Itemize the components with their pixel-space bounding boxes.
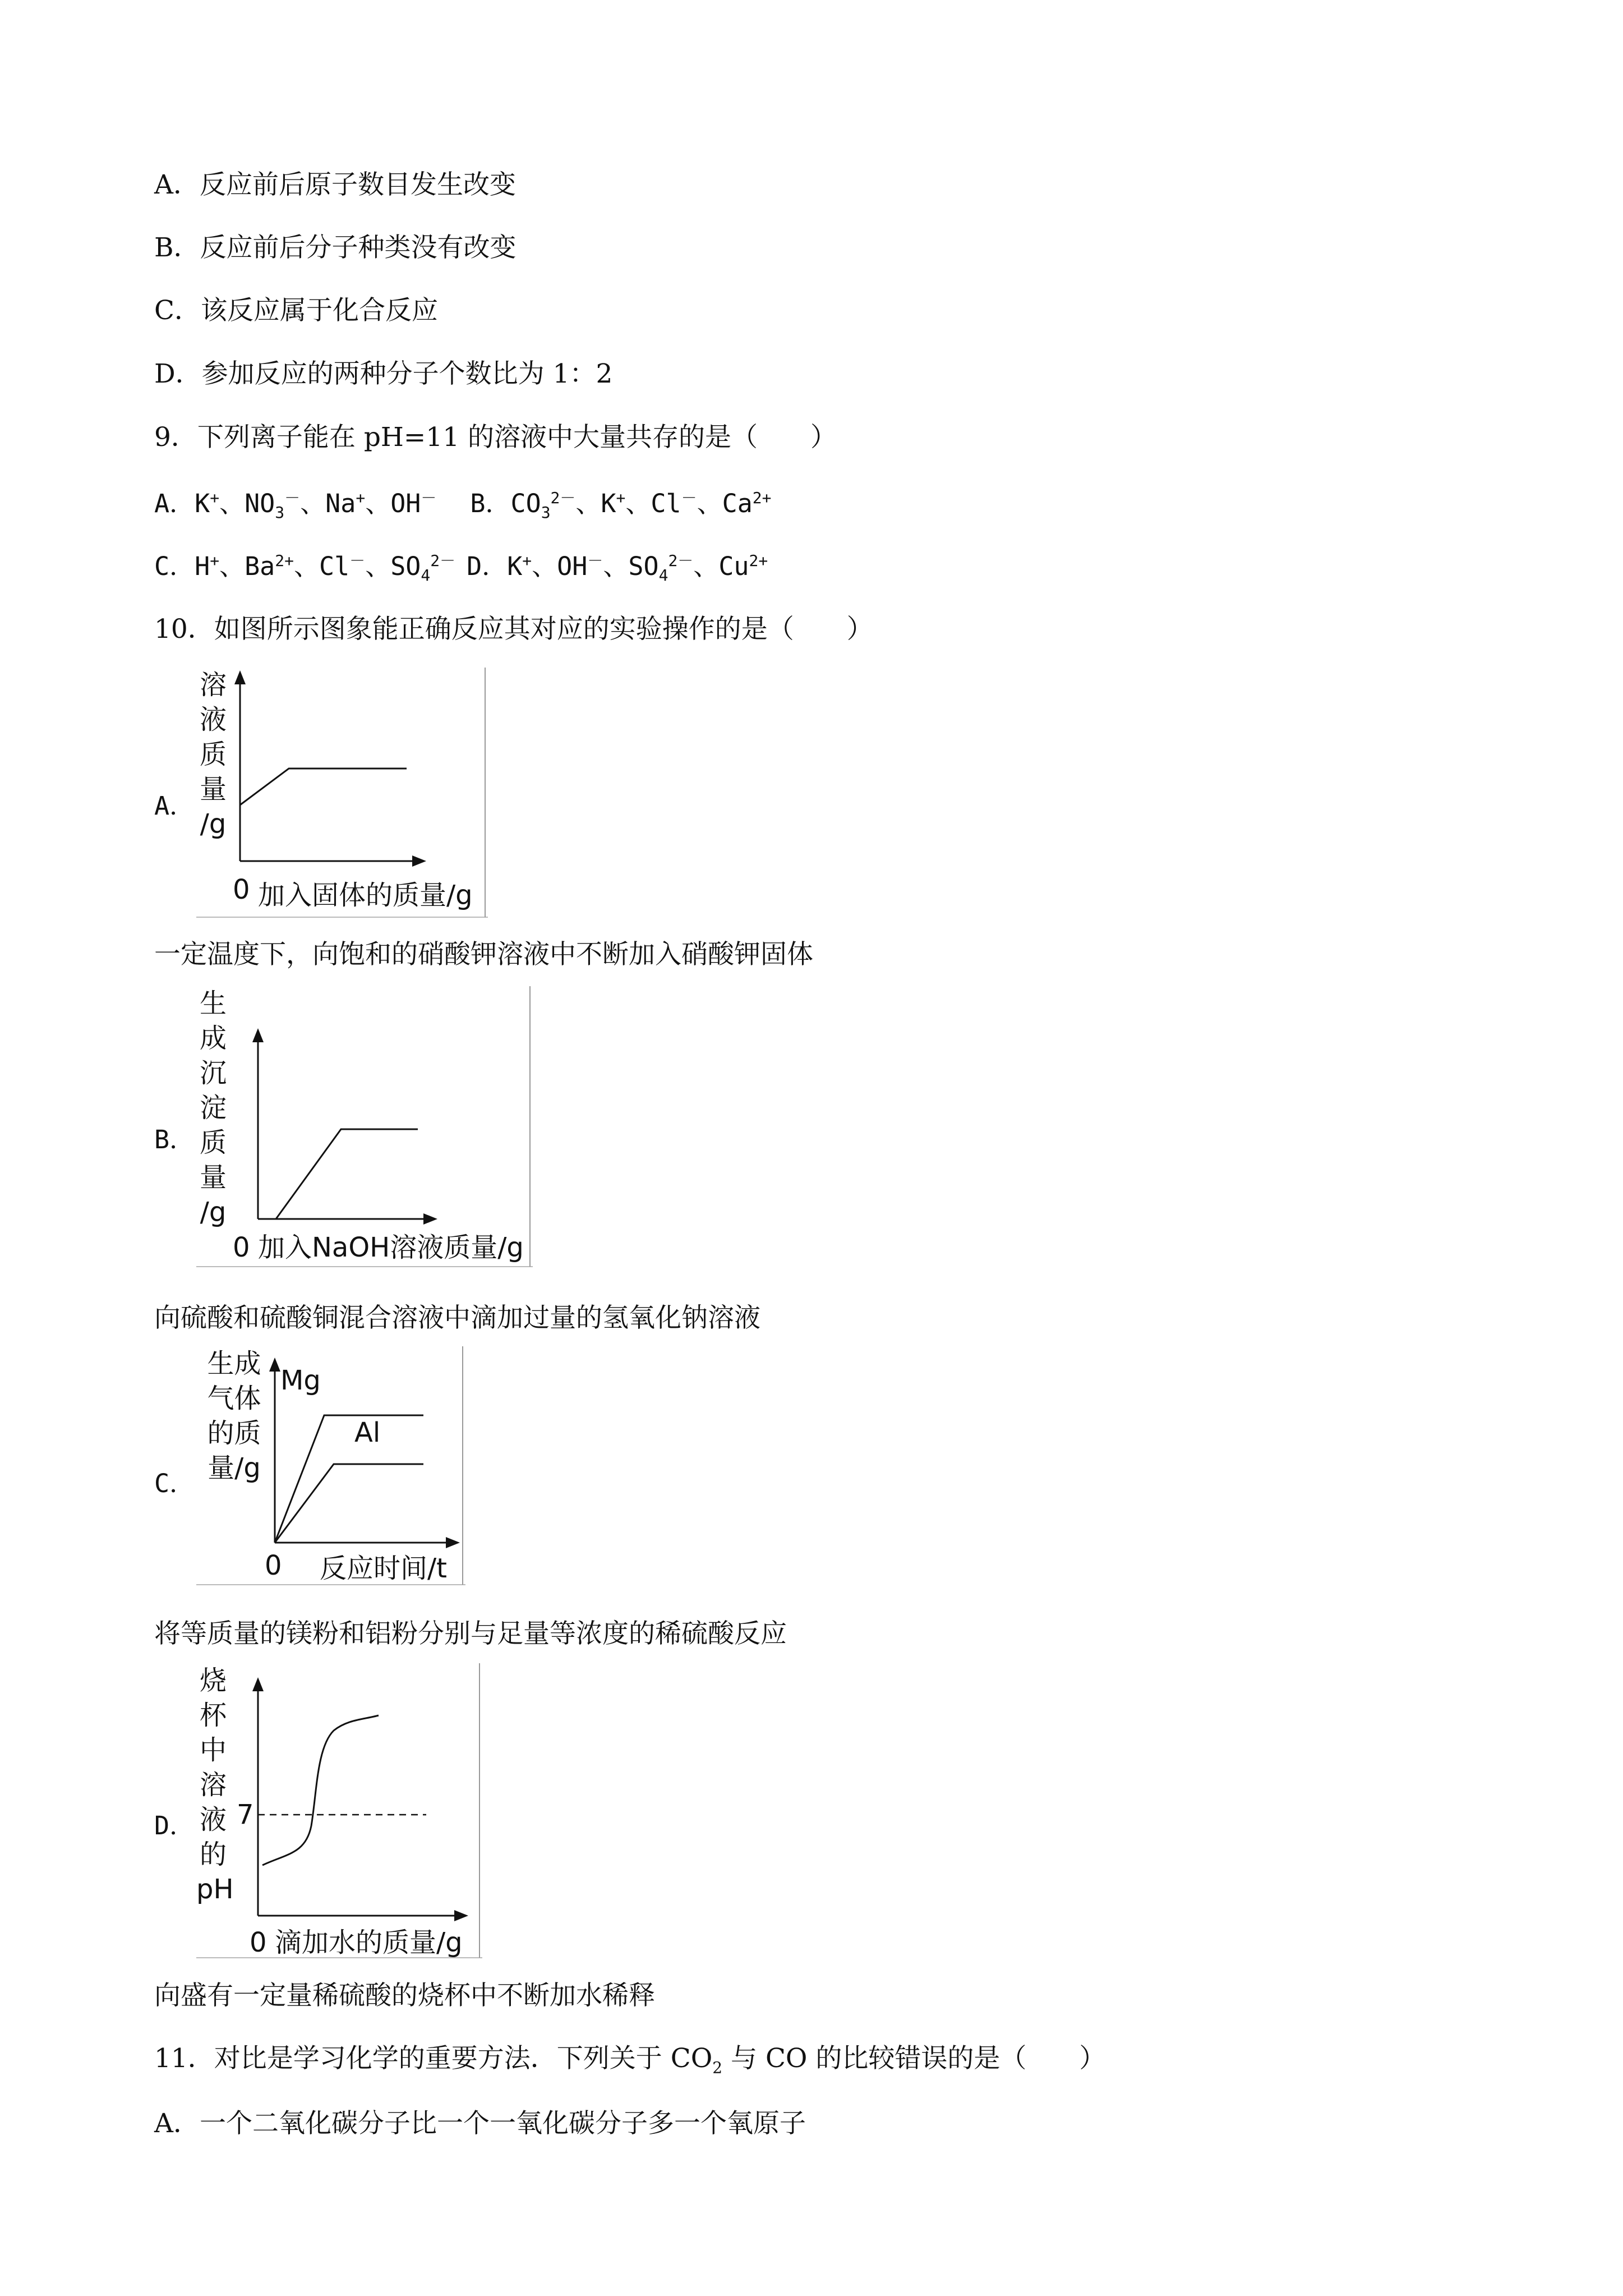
q10-option-a-letter: A． <box>154 791 195 821</box>
q10-stem: 10．如图所示图象能正确反应其对应的实验操作的是（ ） <box>154 614 873 645</box>
ion-formula: K+ <box>601 489 626 518</box>
y-axis-label: 生成气体的质量/g <box>207 1348 261 1484</box>
ion-formula: $CO_3^{2-}$ <box>510 489 576 522</box>
q10-graph-d <box>196 1663 482 1961</box>
q10-option-b-caption: 向硫酸和硫酸铜混合溶液中滴加过量的氢氧化钠溶液 <box>154 1303 760 1333</box>
ion-formula: OH－ <box>390 489 437 518</box>
q9-options-row-2 <box>154 550 768 583</box>
origin-label: 0 <box>233 874 250 905</box>
ion-formula: K+ <box>507 551 532 581</box>
ion-formula: Cl－ <box>319 551 366 581</box>
q9-options-row-1 <box>154 487 772 521</box>
origin-label: 0 <box>265 1550 282 1581</box>
curve-mg <box>275 1415 423 1543</box>
ion-formula: $SO_4^{2-}$ <box>628 551 694 585</box>
q10-graph-b <box>196 986 533 1269</box>
ion-formula: $NO_3^-$ <box>245 489 301 522</box>
q11-option-a: A．一个二氧化碳分子比一个一氧化碳分子多一个氧原子 <box>154 2108 806 2139</box>
q11-stem: 11．对比是学习化学的重要方法．下列关于 $CO_2$ 与 CO 的比较错误的是（ ） <box>154 2043 1106 2077</box>
x-axis-label: 加入NaOH溶液质量/g <box>258 1232 524 1263</box>
q8-option-a: A．反应前后原子数目发生改变 <box>154 169 516 200</box>
q9-option-c: C．H+、$Ba^{2+}$、Cl－、$SO_4^{2-}$ <box>154 551 456 585</box>
curve-ph <box>262 1715 379 1865</box>
origin-label: 0 <box>250 1927 267 1958</box>
x-axis-label: 加入固体的质量/g <box>258 880 473 911</box>
y-axis-label: 溶 液 质 量 /g <box>199 669 227 840</box>
option-letter: C． <box>154 551 195 581</box>
curve-solution-mass <box>240 769 407 805</box>
ion-formula: Cl－ <box>651 489 697 518</box>
q10-option-d-letter: D． <box>154 1811 195 1841</box>
curve-al <box>275 1464 423 1543</box>
y-axis-label: 烧 杯 中 溶 液 的 pH <box>196 1665 234 1905</box>
q10-option-d-caption: 向盛有一定量稀硫酸的烧杯中不断加水稀释 <box>154 1980 655 2011</box>
ion-formula: $Ba^{2+}$ <box>245 551 294 581</box>
ion-formula: H+ <box>195 551 220 581</box>
q10-graph-c <box>196 1346 465 1588</box>
option-letter: A． <box>154 489 195 518</box>
q10-option-a-caption: 一定温度下，向饱和的硝酸钾溶液中不断加入硝酸钾固体 <box>154 939 813 970</box>
origin-label: 0 <box>233 1232 250 1263</box>
curve-precipitate-mass <box>276 1129 418 1219</box>
q10-graph-a <box>196 668 488 920</box>
q9-stem: 9．下列离子能在 pH=11 的溶液中大量共存的是（ ） <box>154 422 837 453</box>
ion-formula: OH－ <box>557 551 603 581</box>
q8-option-c: C．该反应属于化合反应 <box>154 295 438 326</box>
series-label-mg: Mg <box>280 1365 321 1396</box>
option-letter: B． <box>470 489 511 518</box>
x-axis-label: 滴加水的质量/g <box>275 1927 463 1958</box>
q9-option-b: B．$CO_3^{2-}$、K+、Cl－、$Ca^{2+}$ <box>470 489 772 522</box>
ref-value-label: 7 <box>237 1799 254 1830</box>
q10-option-c-letter: C． <box>154 1469 195 1498</box>
ion-formula: $Cu^{2+}$ <box>718 551 768 581</box>
q9-option-a: A．K+、$NO_3^-$、Na+、OH－ <box>154 489 437 522</box>
series-label-al: Al <box>354 1417 381 1448</box>
q8-option-b: B．反应前后分子种类没有改变 <box>154 232 517 263</box>
q10-option-b-letter: B． <box>154 1125 195 1154</box>
ion-formula: Na+ <box>325 489 366 518</box>
y-axis-label: 生 成 沉 淀 质 量 /g <box>199 988 227 1228</box>
ion-formula: $SO_4^{2-}$ <box>390 551 456 585</box>
q9-option-d: D．K+、OH－、$SO_4^{2-}$、$Cu^{2+}$ <box>467 551 768 585</box>
ion-formula: K+ <box>195 489 220 518</box>
x-axis-label: 反应时间/t <box>320 1553 447 1584</box>
q10-option-c-caption: 将等质量的镁粉和铝粉分别与足量等浓度的稀硫酸反应 <box>154 1618 787 1649</box>
q8-option-d: D．参加反应的两种分子个数比为 1：2 <box>154 358 613 389</box>
option-letter: D． <box>467 551 508 581</box>
ion-formula: $Ca^{2+}$ <box>722 489 772 518</box>
